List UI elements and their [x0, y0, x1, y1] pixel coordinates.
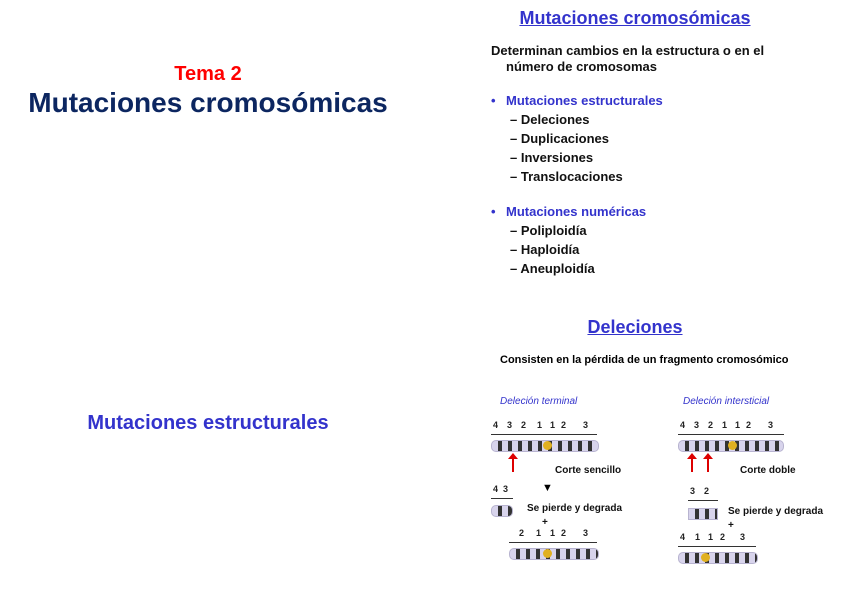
band-label: 2 [561, 528, 567, 538]
tema-label: Tema 2 [174, 63, 242, 85]
band-label: 2 [720, 532, 726, 542]
band-label: 1 [708, 532, 714, 542]
band-label: 2 [704, 486, 710, 496]
interstitial-label: Deleción intersticial [683, 396, 770, 407]
slide4-subtitle: Consisten en la pérdida de un fragmento cromosómico [500, 354, 789, 366]
intro-line2: número de cromosomas [506, 59, 657, 74]
plus-sign: + [728, 520, 734, 531]
terminal-label: Deleción terminal [500, 396, 578, 407]
cut-arrow-icon [691, 458, 693, 472]
slide1-title: Mutaciones cromosómicas [28, 87, 388, 118]
band-label: 4 [493, 484, 499, 494]
cut-arrow-icon [707, 458, 709, 472]
chromosome-result [509, 548, 599, 560]
centromere [701, 553, 710, 562]
centromere [543, 441, 552, 450]
band-label: 3 [690, 486, 696, 496]
terminal-lost-label: Se pierde y degrada [527, 503, 623, 514]
band-label: 3 [768, 420, 774, 430]
item-inversiones: – Inversiones [510, 150, 594, 165]
interstitial-ruler [678, 420, 784, 435]
down-arrow-icon: ▼ [542, 482, 553, 494]
interstitial-lost-label: Se pierde y degrada [728, 506, 824, 517]
band-label: 1 [550, 420, 556, 430]
group-numerical: Mutaciones numéricas [506, 204, 647, 219]
terminal-result-ruler [509, 528, 597, 543]
centromere [543, 549, 552, 558]
band-label: 1 [695, 532, 701, 542]
band-label: 3 [583, 420, 589, 430]
chromosome-fragment [491, 505, 513, 517]
chromosome-original [491, 440, 599, 452]
band-label: 2 [519, 528, 525, 538]
band-label: 3 [694, 420, 700, 430]
item-duplicaciones: – Duplicaciones [510, 131, 609, 146]
band-label: 1 [722, 420, 728, 430]
item-translocaciones: – Translocaciones [510, 169, 623, 184]
terminal-cut-label: Corte sencillo [555, 465, 622, 476]
band-label: 1 [537, 420, 543, 430]
group-structural: Mutaciones estructurales [506, 93, 663, 108]
item-poliploidia: – Poliploidía [510, 223, 587, 238]
plus-sign: + [542, 517, 548, 528]
bullet-dot: • [491, 93, 496, 108]
item-haploidia: – Haploidía [510, 242, 580, 257]
interstitial-result-ruler [678, 532, 756, 547]
band-label: 2 [708, 420, 714, 430]
bullet-dot: • [491, 204, 496, 219]
item-deleciones: – Deleciones [510, 112, 590, 127]
slide4-title: Deleciones [587, 317, 683, 337]
band-label: 3 [503, 484, 509, 494]
band-label: 3 [507, 420, 513, 430]
band-label: 2 [746, 420, 752, 430]
band-label: 2 [521, 420, 527, 430]
band-label: 3 [740, 532, 746, 542]
interstitial-cut-label: Corte doble [740, 465, 796, 476]
slide3-title: Mutaciones estructurales [87, 412, 329, 434]
cut-arrow-icon [512, 458, 514, 472]
interstitial-frag-ruler [688, 486, 718, 501]
terminal-frag-ruler [491, 484, 513, 499]
band-label: 1 [550, 528, 556, 538]
band-label: 2 [561, 420, 567, 430]
band-label: 1 [536, 528, 542, 538]
band-label: 4 [493, 420, 499, 430]
slide2-title: Mutaciones cromosómicas [519, 8, 751, 28]
chromosome-result [678, 552, 758, 564]
intro-line1: Determinan cambios en la estructura o en el [491, 43, 765, 58]
band-label: 1 [735, 420, 741, 430]
item-aneuploidia: – Aneuploidía [510, 261, 595, 276]
chromosome-original [678, 440, 784, 452]
centromere [728, 441, 737, 450]
band-label: 4 [680, 420, 686, 430]
band-label: 4 [680, 532, 686, 542]
terminal-ruler [491, 420, 597, 435]
band-label: 3 [583, 528, 589, 538]
chromosome-fragment [688, 508, 718, 520]
